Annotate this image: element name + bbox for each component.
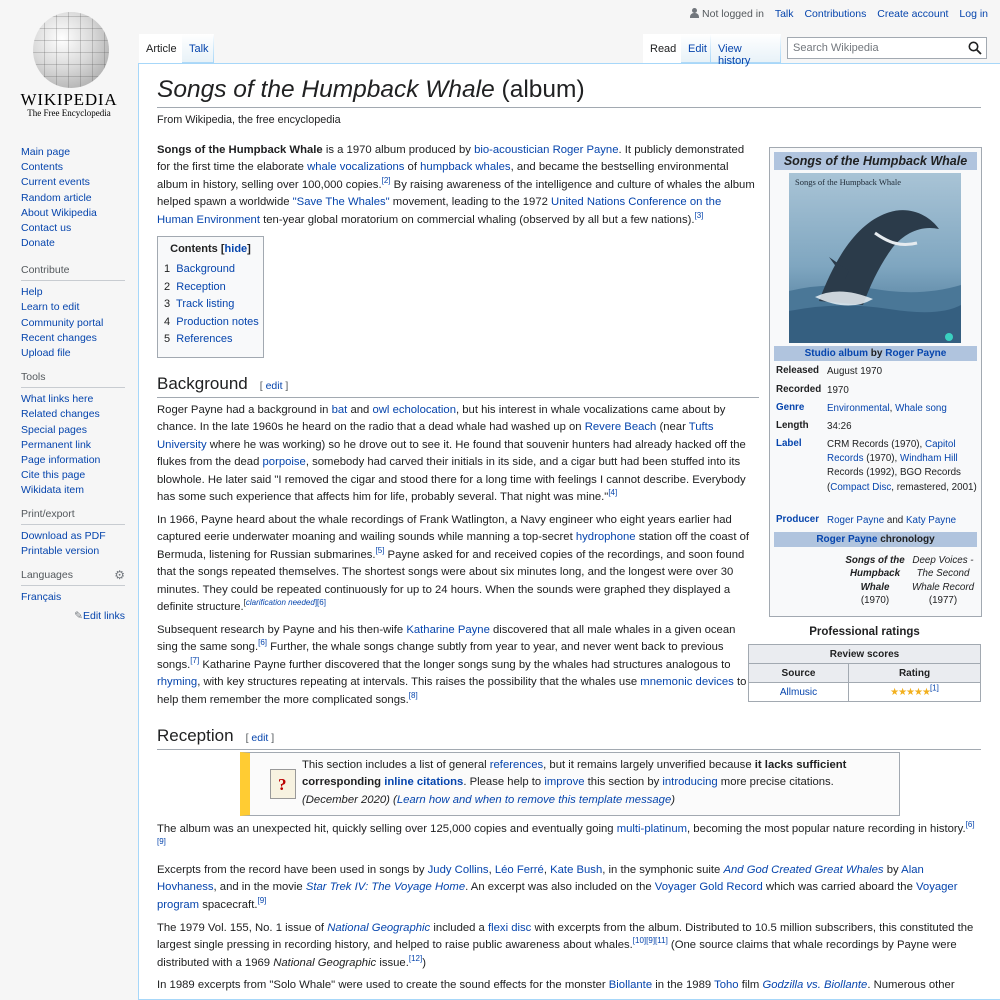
link-toho[interactable]: Toho bbox=[714, 979, 739, 991]
background-paragraph-3: Subsequent research by Payne and his then-wife Katharine Payne discovered that all male whales in a given ocean sing the same song.[6] Further, the whale songs change subtly from year to year, and never went back to previous songs.[7] Katharine Payne further discovered that the longer songs sung by the whales had structures analogous to rhyming, with key structures repeating at intervals. This raises the possibility that the whales use mnemonic devices to help them remember the more complicated songs.[8] bbox=[157, 624, 747, 706]
inline-citations-link[interactable]: inline citations bbox=[384, 776, 464, 789]
link-revere-beach[interactable]: Revere Beach bbox=[584, 421, 657, 434]
nav-contact[interactable]: Contact us bbox=[21, 222, 72, 235]
page-title: Songs of the Humpback Whale (album) bbox=[157, 76, 981, 108]
edit-section-link[interactable]: edit bbox=[251, 732, 269, 744]
learn-remove-template-link[interactable]: Learn how and when to remove this template message bbox=[396, 793, 672, 806]
tab-talk-label: Talk bbox=[189, 43, 209, 55]
link-tufts-university[interactable]: Tufts University bbox=[157, 421, 714, 451]
personal-tools bbox=[674, 8, 988, 20]
infobox-chronology: Roger Payne chronology bbox=[774, 532, 977, 547]
toc-hide-link[interactable]: hide bbox=[224, 243, 248, 255]
edit-links-link[interactable]: Edit links bbox=[82, 610, 125, 623]
contributions-link[interactable]: Contributions bbox=[804, 8, 867, 20]
nav-current-events[interactable]: Current events bbox=[21, 176, 90, 189]
citation[interactable]: [6][9] bbox=[157, 820, 975, 847]
link-roger-payne[interactable]: Roger Payne bbox=[552, 144, 619, 156]
introducing-link[interactable]: introducing bbox=[662, 776, 718, 789]
link-mnemonic-devices[interactable]: mnemonic devices bbox=[640, 676, 734, 689]
cover-title-text: Songs of the Humpback Whale bbox=[795, 177, 902, 187]
link-flexi-disc[interactable]: flexi disc bbox=[487, 922, 532, 934]
link-hydrophone[interactable]: hydrophone bbox=[575, 531, 636, 544]
citation[interactable]: ][6] bbox=[314, 598, 326, 608]
link-godzilla-vs-biollante[interactable]: Godzilla vs. Biollante bbox=[762, 979, 868, 991]
album-cover[interactable] bbox=[789, 173, 961, 343]
tab-edit[interactable] bbox=[681, 34, 711, 63]
unverified-references-notice: ? This section includes a list of general references, but it remains largely unverified because it lacks sufficient corresponding inline citations. Please help to improve this section by introducing more precise citations. (December 2020) (Learn how and when to remove this template message) bbox=[240, 752, 900, 816]
citation[interactable]: [2] bbox=[381, 176, 391, 186]
link-owl[interactable]: owl bbox=[372, 404, 390, 416]
nav-help[interactable]: Help bbox=[21, 286, 43, 299]
toc-item[interactable]: 2 Reception bbox=[164, 280, 226, 293]
svg-text:?: ? bbox=[278, 775, 287, 794]
link-bat[interactable]: bat bbox=[331, 404, 348, 416]
rating-column-header: Rating bbox=[849, 664, 981, 683]
ratings-table bbox=[748, 644, 981, 702]
label-key-link[interactable]: Label bbox=[776, 438, 802, 449]
link-multi-platinum[interactable]: multi-platinum bbox=[616, 823, 688, 835]
reception-paragraph-4: In 1989 excerpts from "Solo Whale" were used to create the sound effects for the monster Biollante in the 1989 Toho film Godzilla vs. Biollante. Numerous other bbox=[157, 979, 955, 991]
producer-key-link[interactable]: Producer bbox=[776, 514, 820, 525]
table-of-contents: Contents [hide] 1 Background 2 Reception 3 Track listing 4 Production notes 5 References bbox=[157, 236, 264, 358]
nav-upload-file[interactable]: Upload file bbox=[21, 347, 71, 360]
background-paragraph-1: Roger Payne had a background in bat and owl echolocation, but his interest in whale vocalizations came about by chance. In the late 1960s he heard on the radio that a dead whale had washed up on Revere Beach (near Tufts University where he was working) so he drove out to see it. He found that souvenir hunters had already hacked off the flukes from the dead porpoise, somebody had carved their initials in its side, and a cigar butt had been stuffed into its blowhole. He later said "I removed the cigar and stood there for a long time with feelings I cannot describe. Everybody has some such experience that affects him for life, probably several. That night was mine."[4] bbox=[157, 404, 746, 504]
producer-roger-link[interactable]: Roger Payne bbox=[827, 515, 885, 526]
print-heading: Print/export bbox=[21, 507, 125, 525]
compact-disc-link[interactable]: Compact Disc bbox=[830, 481, 892, 493]
languages-portlet bbox=[21, 568, 125, 625]
nav-related-changes[interactable]: Related changes bbox=[21, 408, 100, 421]
contribute-heading: Contribute bbox=[21, 263, 125, 281]
edit-section-link[interactable]: edit bbox=[265, 380, 283, 392]
nav-main-page[interactable]: Main page bbox=[21, 146, 71, 158]
citation[interactable]: [1] bbox=[929, 683, 939, 693]
infobox-title: Songs of the Humpback Whale bbox=[774, 152, 977, 170]
toc-item[interactable]: 5 References bbox=[164, 333, 233, 346]
toc-title: Contents bbox=[170, 243, 218, 255]
nav-permanent-link[interactable]: Permanent link bbox=[21, 438, 92, 451]
nav-wikidata-item[interactable]: Wikidata item bbox=[21, 484, 85, 497]
nav-download-pdf[interactable]: Download as PDF bbox=[21, 530, 106, 543]
link-un-conference[interactable]: United Nations Conference on the Human Environment bbox=[157, 196, 722, 226]
page-subtitle: From Wikipedia, the free encyclopedia bbox=[157, 114, 341, 126]
link-star-trek-iv[interactable]: Star Trek IV: The Voyage Home bbox=[305, 881, 466, 894]
clarification-needed-link[interactable]: clarification needed bbox=[245, 598, 315, 608]
citation[interactable]: [6] bbox=[258, 638, 268, 648]
nav-cite-this-page[interactable]: Cite this page bbox=[21, 469, 86, 482]
link-leo-ferre[interactable]: Léo Ferré bbox=[494, 864, 544, 876]
personal-talk-link[interactable]: Talk bbox=[774, 8, 794, 20]
heading-background: Background [ edit ] bbox=[157, 374, 759, 398]
link-save-the-whales[interactable]: "Save The Whales" bbox=[292, 196, 390, 209]
nav-contents[interactable]: Contents bbox=[21, 161, 64, 174]
not-logged-in: Not logged in bbox=[682, 8, 764, 20]
tab-edit-label: Edit bbox=[688, 43, 707, 55]
studio-album-link[interactable]: Studio album bbox=[804, 348, 868, 359]
gear-icon[interactable]: ⚙ bbox=[114, 568, 125, 582]
link-judy-collins[interactable]: Judy Collins bbox=[427, 864, 489, 876]
nav-random-article[interactable]: Random article bbox=[21, 191, 92, 204]
capitol-records-link[interactable]: Capitol Records bbox=[827, 439, 956, 465]
tools-portlet bbox=[21, 370, 125, 499]
ratings-caption: Professional ratings bbox=[809, 626, 920, 638]
tab-article[interactable] bbox=[139, 34, 182, 63]
nav-community-portal[interactable]: Community portal bbox=[21, 316, 104, 329]
reception-paragraph-3: The 1979 Vol. 155, No. 1 issue of National Geographic included a flexi disc with excerpts from the album. Distributed to 10.5 million subscribers, this constituted the largest single pressing in recording history, and helped to raise public awareness about whales.[10][9][11] (One source claims that whale recordings by Payne were distributed with a 1969 National Geographic issue.[12]) bbox=[157, 922, 974, 969]
link-national-geographic[interactable]: National Geographic bbox=[327, 922, 431, 934]
citation[interactable]: [9] bbox=[257, 896, 267, 906]
citation[interactable]: [3] bbox=[694, 210, 704, 220]
languages-heading-label: Languages bbox=[21, 569, 73, 581]
toc-item[interactable]: 3 Track listing bbox=[164, 298, 235, 311]
reception-paragraph-2: Excerpts from the record have been used in songs by Judy Collins, Léo Ferré, Kate Bush, in the symphonic suite And God Created Great Whales by Alan Hovhaness, and in the movie Star Trek IV: The Voyage Home. An excerpt was also included on the Voyager Gold Record which was carried aboard the Voyager program spacecraft.[9] bbox=[157, 864, 958, 911]
review-scores-header: Review scores bbox=[749, 645, 981, 664]
chronology-current: Songs of the Humpback Whale (1970) bbox=[845, 555, 905, 607]
citation[interactable]: [10][9][11] bbox=[632, 936, 668, 946]
lang-francais[interactable]: Français bbox=[21, 591, 62, 604]
tab-view-history[interactable] bbox=[711, 34, 781, 67]
genre-whale-song-link[interactable]: Whale song bbox=[895, 403, 947, 414]
windham-hill-link[interactable]: Windham Hill bbox=[899, 453, 958, 465]
link-katharine-payne[interactable]: Katharine Payne bbox=[406, 624, 490, 636]
citation[interactable]: [12] bbox=[408, 954, 423, 964]
genre-label-link[interactable]: Genre bbox=[776, 402, 805, 413]
create-account-link[interactable]: Create account bbox=[877, 8, 949, 20]
link-alan-hovhaness[interactable]: Alan Hovhaness bbox=[157, 864, 924, 894]
nav-donate[interactable]: Donate bbox=[21, 237, 55, 250]
citation[interactable]: [8] bbox=[408, 690, 418, 700]
logo-wordmark: WIKIPEDIA bbox=[20, 90, 118, 109]
link-voyager-gold-record[interactable]: Voyager Gold Record bbox=[654, 881, 763, 894]
references-link[interactable]: references bbox=[489, 759, 544, 771]
citation[interactable]: [5] bbox=[375, 546, 385, 556]
puzzle-globe-icon bbox=[33, 12, 109, 88]
star-rating-icon: ★★★★★ bbox=[890, 686, 930, 698]
table-row bbox=[749, 683, 981, 702]
citation[interactable]: [7] bbox=[190, 656, 200, 666]
log-in-link[interactable]: Log in bbox=[959, 8, 988, 20]
print-portlet bbox=[21, 507, 125, 560]
languages-heading bbox=[21, 568, 125, 586]
infobox-artist-link[interactable]: Roger Payne bbox=[885, 348, 947, 359]
link-echolocation[interactable]: echolocation bbox=[392, 404, 456, 416]
genre-environmental-link[interactable]: Environmental bbox=[827, 403, 890, 414]
heading-reception: Reception [ edit ] bbox=[157, 726, 981, 750]
link-rhyming[interactable]: rhyming bbox=[157, 676, 198, 689]
allmusic-link[interactable]: Allmusic bbox=[779, 686, 818, 698]
user-icon bbox=[690, 8, 699, 18]
improve-link[interactable]: improve bbox=[544, 776, 585, 789]
toc-item[interactable]: 4 Production notes bbox=[164, 315, 259, 328]
nav-recent-changes[interactable]: Recent changes bbox=[21, 331, 97, 344]
link-bio-acoustician[interactable]: bio-acoustician bbox=[474, 144, 550, 156]
search-placeholder: Search Wikipedia bbox=[793, 42, 879, 54]
nav-about[interactable]: About Wikipedia bbox=[21, 206, 97, 219]
link-whale-vocalizations[interactable]: whale vocalizations bbox=[307, 161, 405, 174]
question-book-icon bbox=[270, 769, 296, 799]
logo-tagline: The Free Encyclopedia bbox=[27, 108, 111, 118]
infobox: Songs of the Humpback Whale Songs of the Humpback Whale Studio album by Roger Payne Released August 1970 Recorded 1970 Genre Environmental, Whale song Length 34:26 Label CRM Records (1970), Capitol Records (1970), Windham Hill Records (1992), BGO Records (Compact Disc, remastered, 2001) Producer Roger Payne and Katy Payne Roger Payne chronology Songs of the Humpback Whale (1970) Deep Voices - The Second Whale Record (1977) bbox=[769, 147, 982, 617]
tab-read-label: Read bbox=[650, 43, 677, 55]
search-icon[interactable] bbox=[968, 41, 982, 55]
nav-learn-to-edit[interactable]: Learn to edit bbox=[21, 301, 80, 314]
link-biollante[interactable]: Biollante bbox=[608, 979, 653, 991]
source-column-header: Source bbox=[749, 664, 849, 683]
tab-talk[interactable] bbox=[182, 34, 214, 63]
nav-what-links-here[interactable]: What links here bbox=[21, 393, 94, 406]
tab-article-label: Article bbox=[146, 43, 177, 55]
link-kate-bush[interactable]: Kate Bush bbox=[550, 864, 603, 876]
background-paragraph-2: In 1966, Payne heard about the whale recordings of Frank Watlington, a Navy engineer who eight years earlier had captured eerie underwater moaning and wailing sounds while manning a top-secret hydrophone station off the coast of Bermuda, listening for Russian submarines.[5] Payne asked for and received copies of the recordings, and soon found that the songs repeated themselves. The shortest songs were about six minutes long, and the longest were over 30 minutes. They could be repeated continuously for up to 24 hours. When the sounds were graphed they displayed a definite structure.[clarification needed][6] bbox=[157, 514, 750, 614]
reception-paragraph-1: The album was an unexpected hit, quickly selling over 125,000 copies and eventually going multi-platinum, becoming the most popular nature recording in history.[6][9] bbox=[157, 820, 975, 847]
nav-special-pages[interactable]: Special pages bbox=[21, 423, 87, 436]
chronology-next: Deep Voices - The Second Whale Record (1977) bbox=[911, 555, 975, 607]
nav-printable-version[interactable]: Printable version bbox=[21, 545, 100, 558]
toc-item[interactable]: 1 Background bbox=[164, 263, 235, 275]
tools-heading: Tools bbox=[21, 370, 125, 388]
pencil-icon: ✎ bbox=[74, 610, 83, 623]
nav-page-information[interactable]: Page information bbox=[21, 454, 101, 467]
search-input[interactable] bbox=[787, 37, 987, 59]
navigation-portlet bbox=[21, 145, 125, 251]
intro-paragraph: Songs of the Humpback Whale is a 1970 album produced by bio-acoustician Roger Payne. It publicly demonstrated for the first time the elaborate whale vocalizations of humpback whales, and became the bestselling environmental album in history, selling over 100,000 copies.[2] By raising awareness of the intelligence and culture of whales the album helped spawn a worldwide "Save The Whales" movement, leading to the 1972 United Nations Conference on the Human Environment ten-year global moratorium on commercial whaling (observed by all but a few nations).[3] bbox=[157, 144, 755, 226]
producer-katy-link[interactable]: Katy Payne bbox=[905, 515, 957, 526]
tab-history-label: View history bbox=[718, 43, 751, 67]
professional-ratings bbox=[748, 626, 981, 702]
contribute-portlet bbox=[21, 263, 125, 361]
citation[interactable]: [4] bbox=[608, 488, 618, 498]
chronology-artist-link[interactable]: Roger Payne bbox=[816, 534, 878, 545]
link-and-god-created[interactable]: And God Created Great Whales bbox=[723, 864, 884, 876]
tab-read[interactable] bbox=[643, 34, 681, 63]
link-humpback-whales[interactable]: humpback whales bbox=[420, 161, 511, 174]
wikipedia-logo[interactable] bbox=[0, 0, 138, 125]
link-voyager-program[interactable]: Voyager program bbox=[157, 881, 958, 911]
link-porpoise[interactable]: porpoise bbox=[262, 456, 306, 469]
infobox-album-type: Studio album by Roger Payne bbox=[774, 346, 977, 361]
